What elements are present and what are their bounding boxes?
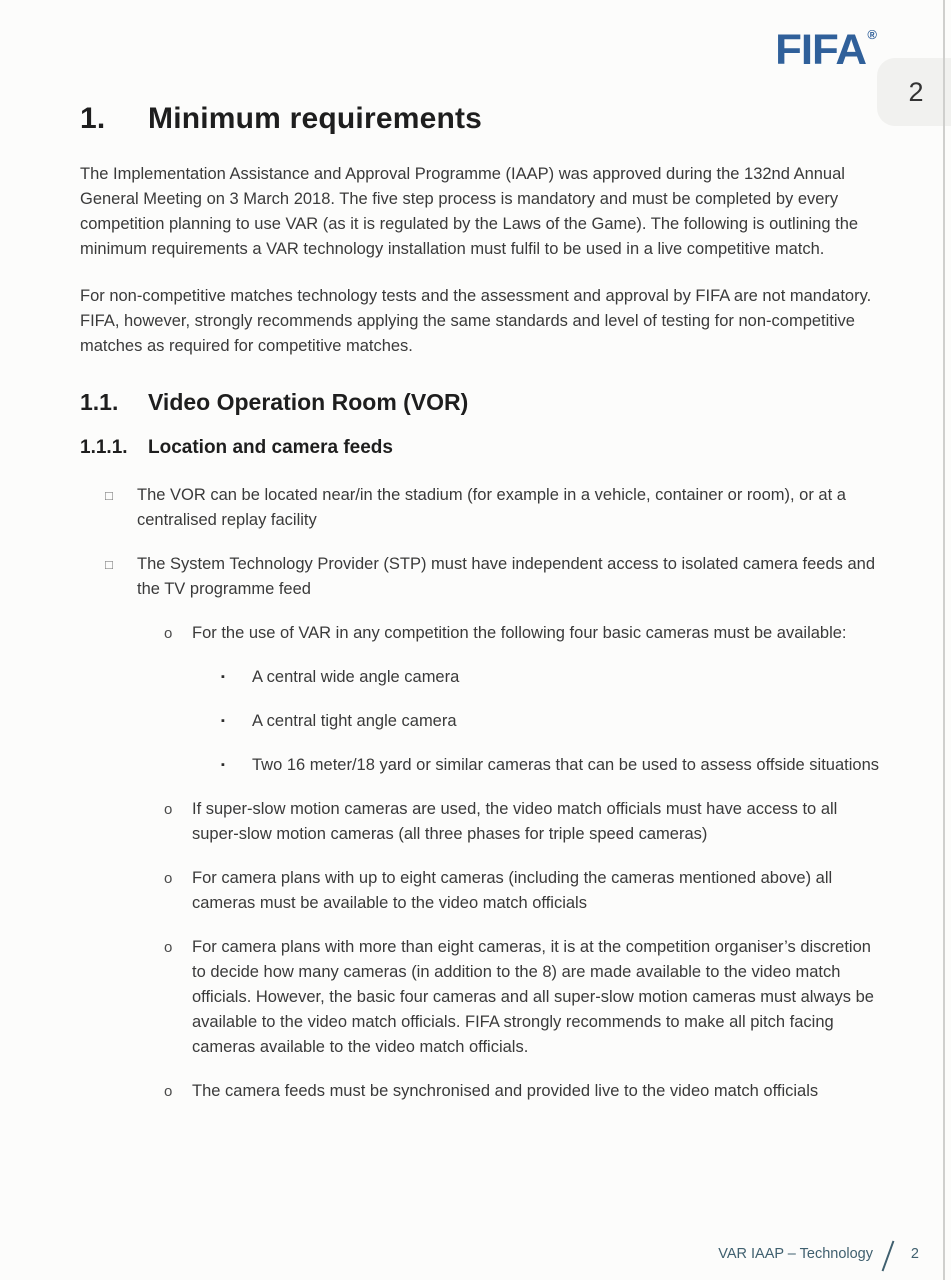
paragraph: For non-competitive matches technology tests and the assessment and approval by FIFA are not mandatory. FIFA, however, strongly recommends applying the same standards and level of testing for non-competitive matches as required for competitive matches. [80, 287, 872, 355]
list-item [80, 1079, 880, 1104]
list-item [80, 753, 880, 778]
list-item-text: For the use of VAR in any competition the following four basic cameras must be available: [192, 624, 847, 642]
page-number-badge-value: 2 [908, 76, 924, 107]
fifa-logo-text: FIFA [775, 26, 867, 74]
bullet-circle-icon: o [164, 801, 173, 818]
bullet-circle-icon: o [164, 870, 173, 887]
bullet-square-outline-icon: □ [105, 488, 113, 503]
subsubsection-heading-title: Location and camera feeds [148, 437, 393, 458]
list-item [80, 866, 880, 916]
subsection-heading [80, 387, 880, 417]
subsection-heading-number: 1.1. [80, 389, 119, 415]
bullet-circle-icon: o [164, 625, 173, 642]
list-item [80, 552, 880, 602]
list-item [80, 665, 880, 690]
list-item [80, 797, 880, 847]
page-number-badge [877, 58, 951, 126]
list-item-text: The camera feeds must be synchronised and provided live to the video match officials [192, 1082, 819, 1100]
subsubsection-heading [80, 435, 880, 461]
list-item-text: A central wide angle camera [252, 668, 460, 686]
footer-page-number: 2 [910, 1246, 919, 1262]
bullet-circle-icon: o [164, 1083, 173, 1100]
bullet-small-square-icon: ▪ [221, 715, 225, 727]
list-item [80, 621, 880, 646]
page-edge-rule [943, 0, 945, 1280]
list-item-text: A central tight angle camera [252, 712, 457, 730]
subsubsection-heading-number: 1.1.1. [80, 437, 128, 458]
section-heading-number: 1. [80, 102, 106, 135]
list-item [80, 935, 880, 1060]
subsection-heading-title: Video Operation Room (VOR) [148, 389, 469, 415]
document-content [80, 100, 880, 1123]
list-item-text: The System Technology Provider (STP) must have independent access to isolated camera feeds and the TV programme feed [137, 555, 876, 598]
bullet-small-square-icon: ▪ [221, 671, 225, 683]
bullet-small-square-icon: ▪ [221, 759, 225, 771]
section-heading [80, 100, 880, 138]
fifa-logo [776, 26, 875, 75]
bullet-circle-icon: o [164, 939, 173, 956]
list-item-text: For camera plans with more than eight cameras, it is at the competition organiser’s discretion to decide how many cameras (in addition to the 8) are made available to the video match officials. However, the basic four cameras and all super-slow motion cameras must always be available to the video match officials. FIFA strongly recommends to make all pitch facing cameras available to the video match officials. [192, 938, 874, 1056]
registered-trademark-icon: ® [867, 27, 877, 42]
list-item [80, 709, 880, 734]
bullet-square-outline-icon: □ [105, 557, 113, 572]
footer-doc-title: VAR IAAP – Technology [718, 1246, 873, 1262]
list-item-text: For camera plans with up to eight cameras (including the cameras mentioned above) all cameras must be available to the video match officials [192, 869, 833, 912]
footer-slash-icon [882, 1241, 895, 1272]
section-heading-title: Minimum requirements [148, 102, 483, 135]
paragraph: The Implementation Assistance and Approval Programme (IAAP) was approved during the 132nd Annual General Meeting on 3 March 2018. The five step process is mandatory and must be completed by every competition planning to use VAR (as it is regulated by the Laws of the Game). The following is outlining the minimum requirements a VAR technology installation must fulfil to be used in a live competitive match. [80, 165, 859, 258]
list-item-text: The VOR can be located near/in the stadium (for example in a vehicle, container or room), or at a centralised replay facility [137, 486, 846, 529]
list-item-text: Two 16 meter/18 yard or similar cameras that can be used to assess offside situations [252, 756, 879, 774]
list-item [80, 483, 880, 533]
list-item-text: If super-slow motion cameras are used, the video match officials must have access to all super-slow motion cameras (all three phases for triple speed cameras) [192, 800, 838, 843]
page-footer [718, 1240, 919, 1272]
